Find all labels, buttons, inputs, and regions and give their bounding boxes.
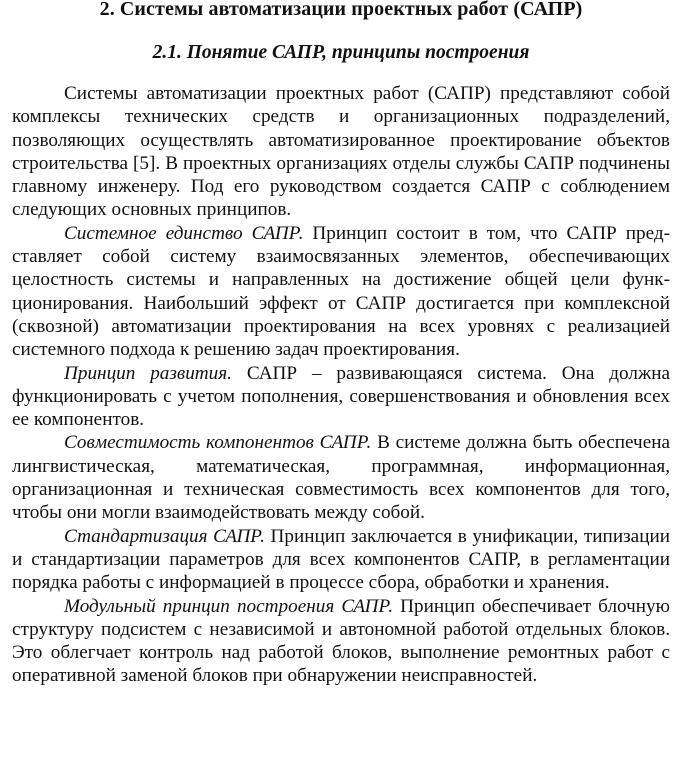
principle-term: Модульный принцип построения САПР. bbox=[64, 595, 394, 617]
principle-text: Принцип обеспечивает блочную структуру подсистем с независимой и автономной работой отдельных блоков. Это облегчает контроль над работой блоков, выполнение ремонтных работ с оперативной заменой блоков при обнаружении неисправностей. bbox=[12, 595, 670, 687]
principle-text: Принцип состоит в том, что САПР представляет собой систему взаимосвязанных элементов, обеспечивающих целостность системы и направленных на достижение общей цели функционирования. Наибольший эффект от САПР достигается при комплексной (сквозной) автоматизации проектирования на всех уровнях с реализацией системного подхода к решению задач проектирования. bbox=[12, 222, 670, 361]
principle-paragraph-system-unity bbox=[12, 222, 670, 362]
principle-term: Принцип развития. bbox=[64, 362, 232, 384]
principle-term: Совместимость компонентов САПР. bbox=[64, 432, 372, 454]
principle-term: Системное единство САПР. bbox=[64, 222, 304, 244]
principle-paragraph-development bbox=[12, 362, 670, 432]
principle-paragraph-standardization bbox=[12, 525, 670, 595]
principle-text: В системе должна быть обеспечена лингвистическая, математическая, программная, информационная, организационная и техническая совместимость всех компонентов для того, чтобы они могли взаимодействовать между собой. bbox=[12, 432, 671, 524]
section-title: 2.1. Понятие САПР, принципы построения bbox=[152, 42, 530, 63]
intro-paragraph: Системы автоматизации проектных работ (САПР) представляют собой комплексы технических средств и организационных подразделений, позволяющих осуществлять автоматизированное проектирование объектов строительства [5]. В проектных организациях отделы службы САПР подчинены главному инженеру. Под его руководством создается САПР с соблюдением следующих основных принципов. bbox=[12, 83, 670, 221]
principle-paragraph-modular bbox=[12, 595, 670, 688]
principle-paragraph-compatibility bbox=[12, 431, 670, 524]
chapter-title: 2. Системы автоматизации проектных работ (САПР) bbox=[99, 0, 583, 20]
principle-term: Стандартизация САПР. bbox=[64, 525, 265, 547]
principle-text: Принцип заключается в унификации, типизации и стандартизации параметров для всех компонентов САПР, в регламентации порядка работы с информацией в процессе сбора, обработки и хранения. bbox=[12, 525, 670, 594]
principle-text: САПР – развивающаяся система. Она должна функционировать с учетом пополнения, совершенствования и обновления всех ее компонентов. bbox=[12, 362, 671, 431]
